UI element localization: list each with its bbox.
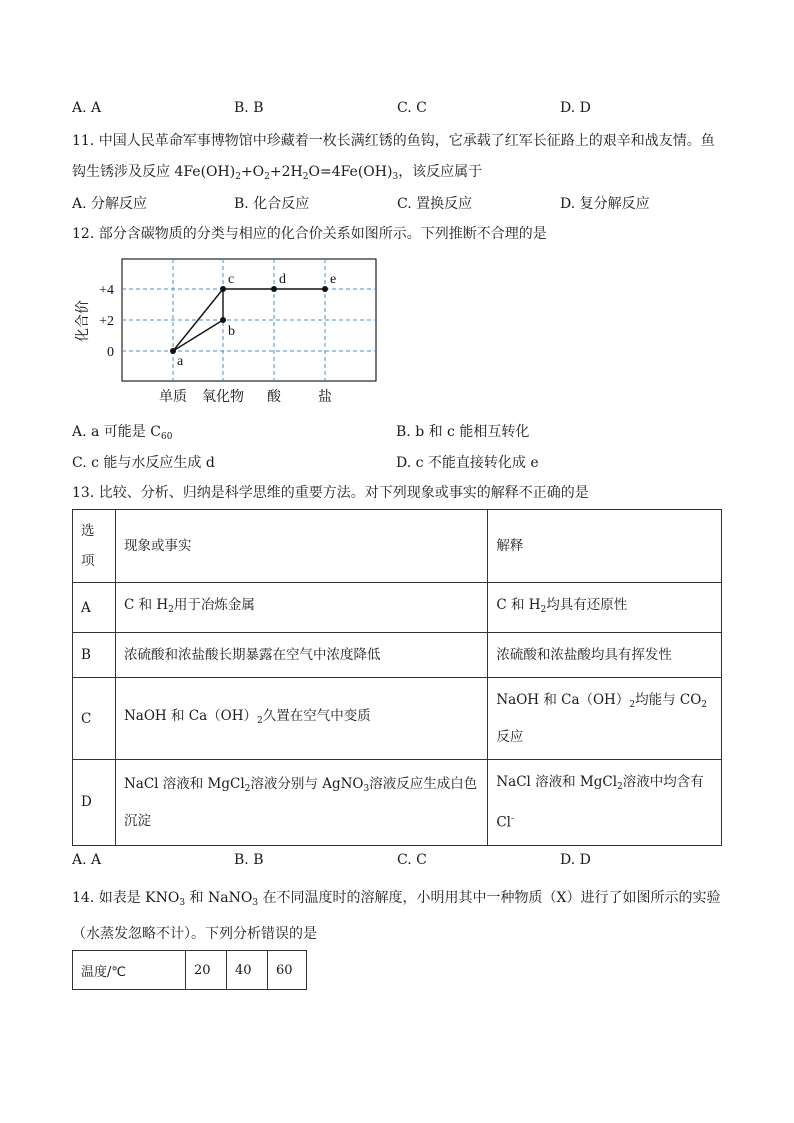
q11-line1	[72, 131, 715, 151]
q12-option-d: D. c 不能直接转化成 e	[396, 455, 539, 471]
q13-option-b: B. B	[234, 852, 264, 868]
cell-sub: 2	[540, 605, 547, 615]
table-row	[73, 951, 307, 990]
diagram-grid	[122, 259, 376, 381]
q13-option-c: C. C	[397, 852, 427, 868]
cell-text: NaCl 溶液和 MgCl	[123, 775, 245, 792]
xtick-elemental: 单质	[159, 389, 187, 405]
q11-line2	[72, 162, 482, 187]
cell-text: NaOH 和 Ca（OH）	[496, 692, 630, 708]
xtick-acid: 酸	[267, 389, 281, 405]
q11-number: 11.	[72, 133, 95, 149]
q12-stem: 12. 部分含碳物质的分类与相应的化合价关系如图所示。下列推断不合理的是	[72, 226, 547, 242]
point-a	[170, 348, 176, 354]
q11-option-c: C. 置换反应	[397, 196, 473, 212]
cell-sup: -	[510, 814, 515, 824]
cell-text: 反应	[496, 729, 524, 745]
cell-sub: 2	[256, 716, 263, 726]
header-temperature: 温度/℃	[73, 951, 186, 990]
q14-sub: 3	[179, 898, 186, 908]
header-fact: 现象或事实	[115, 510, 487, 583]
q11-eq-part: +2H	[269, 164, 303, 180]
header-option: 选项	[73, 510, 116, 583]
row-d-explanation	[488, 760, 722, 846]
table-row	[73, 678, 722, 760]
cell-text: NaOH 和 Ca（OH）	[123, 708, 257, 724]
cell-text: 溶液分别与 AgNO	[250, 775, 364, 792]
q13-option-a: A. A	[72, 852, 102, 868]
ytick-plus4: +4	[99, 283, 114, 298]
q11-eq-sub: 2	[264, 172, 270, 182]
q12-option-a-sub: 60	[160, 432, 173, 442]
cell-text: NaCl 溶液和 MgCl	[496, 774, 618, 790]
row-a-option: A	[73, 583, 116, 633]
cell-text: 溶液反应生成白色沉淀	[123, 775, 478, 829]
header-explanation: 解释	[488, 510, 722, 583]
q11-options	[72, 193, 732, 213]
q11-eq-part: ，该反应属于	[398, 164, 483, 180]
cell-text: C 和 H	[123, 597, 169, 613]
cell-sub: 2	[168, 605, 174, 615]
row-d-fact	[115, 760, 487, 846]
label-c: c	[228, 272, 235, 287]
row-a-fact	[115, 583, 487, 633]
q14-text: 在不同温度时的溶解度，小明用其中一种物质（X）进行了如图所示的实验	[258, 890, 721, 906]
q11-eq-part: 钩生锈涉及反应 4Fe(OH)	[72, 164, 236, 180]
q13-table	[72, 509, 722, 846]
q11-eq-sub: 2	[302, 172, 309, 182]
label-a: a	[177, 354, 184, 369]
cell-text: 均能与 CO	[635, 692, 702, 708]
q11-eq-sub: 2	[235, 172, 241, 182]
cell-sub: 3	[363, 783, 370, 794]
header-20: 20	[186, 951, 227, 990]
header-40: 40	[227, 951, 268, 990]
row-a-explanation	[488, 583, 722, 633]
q11-eq-sub: 3	[392, 172, 399, 182]
row-c-option: C	[73, 678, 116, 760]
q12-option-a	[72, 422, 172, 447]
row-b-explanation: 浓硫酸和浓盐酸均具有挥发性	[488, 633, 722, 678]
label-b: b	[228, 324, 235, 339]
row-c-explanation	[488, 678, 722, 760]
cell-sub: 2	[629, 700, 636, 710]
cell-text: 久置在空气中变质	[262, 708, 371, 724]
q11-eq-part: +O	[240, 164, 265, 180]
point-e	[322, 286, 328, 292]
ytick-plus2: +2	[99, 314, 114, 329]
point-b	[220, 317, 226, 323]
table-row	[73, 760, 722, 846]
cell-sub: 2	[617, 782, 623, 792]
cell-text: C 和 H	[496, 597, 541, 613]
q14-line1	[72, 888, 720, 913]
label-e: e	[330, 272, 337, 287]
cell-text: 溶液中均含有 Cl	[496, 774, 704, 831]
point-c	[220, 286, 226, 292]
q12-option-a-text: A. a 可能是 C	[72, 424, 161, 440]
row-b-fact: 浓硫酸和浓盐酸长期暴露在空气中浓度降低	[115, 633, 487, 678]
y-axis-label: 化合价	[75, 300, 91, 342]
xtick-oxide: 氧化物	[202, 389, 244, 405]
q14-text: 和 NaNO	[185, 890, 253, 906]
header-60: 60	[268, 951, 307, 990]
q11-option-d: D. 复分解反应	[560, 196, 650, 212]
q14-text: 14. 如表是 KNO	[72, 890, 180, 906]
cell-text: 用于冶炼金属	[173, 597, 255, 613]
q10-option-d: D. D	[560, 100, 591, 116]
q12-option-c: C. c 能与水反应生成 d	[72, 455, 215, 471]
row-d-option: D	[73, 760, 116, 846]
q14-sub: 3	[252, 898, 259, 908]
q13-stem: 13. 比较、分析、归纳是科学思维的重要方法。对下列现象或事实的解释不正确的是	[72, 485, 589, 501]
cell-text: 均具有还原性	[546, 597, 628, 613]
table-row	[73, 583, 722, 633]
xtick-salt: 盐	[318, 389, 332, 405]
label-d: d	[279, 272, 286, 287]
q13-table-header	[73, 510, 722, 583]
point-d	[271, 286, 277, 292]
q10-option-b: B. B	[234, 100, 264, 116]
ytick-0: 0	[107, 345, 114, 360]
q10-option-a: A. A	[72, 100, 102, 116]
q13-option-d: D. D	[560, 852, 591, 868]
table-row	[73, 633, 722, 678]
q11-text-line1: 中国人民革命军事博物馆中珍藏着一枚长满红锈的鱼钩，它承载了红军长征路上的艰辛和战友情。鱼	[98, 133, 715, 149]
q14-line2: （水蒸发忽略不计）。下列分析错误的是	[72, 926, 317, 942]
valence-diagram	[70, 255, 390, 410]
q10-option-c: C. C	[397, 100, 427, 116]
cell-sub: 2	[701, 700, 708, 710]
q11-option-a: A. 分解反应	[72, 196, 148, 212]
row-b-option: B	[73, 633, 116, 678]
row-c-fact	[115, 678, 487, 760]
q12-option-b: B. b 和 c 能相互转化	[396, 424, 530, 440]
cell-sub: 2	[244, 783, 251, 794]
solubility-table	[72, 950, 307, 990]
q11-eq-part: O=4Fe(OH)	[308, 164, 393, 180]
q13-options	[72, 852, 732, 872]
q10-options	[72, 100, 732, 120]
q11-option-b: B. 化合反应	[234, 196, 310, 212]
